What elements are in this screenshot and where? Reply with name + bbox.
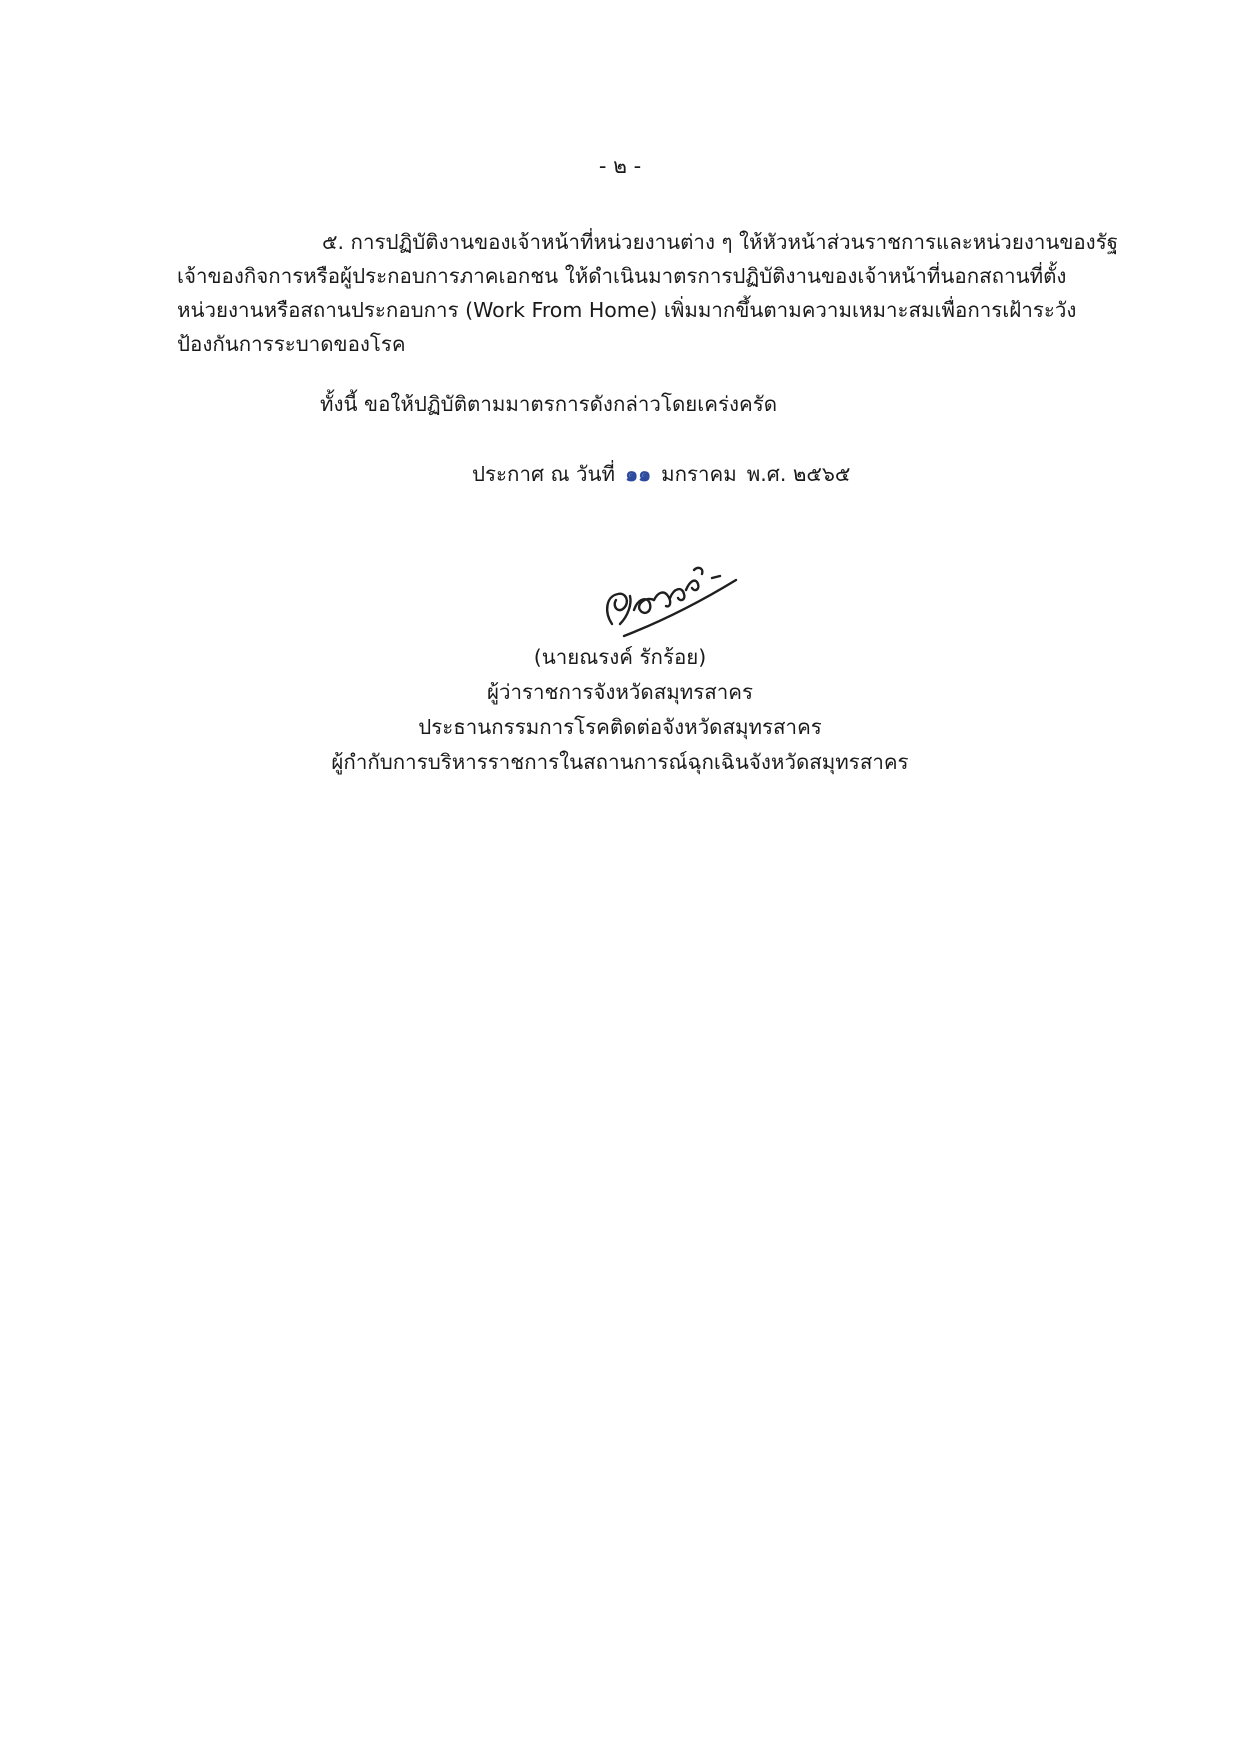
item5-line-3: หน่วยงานหรือสถานประกอบการ (Work From Home) เพิ่มมากขึ้นตามความเหมาะสมเพื่อการเฝ้าระวัง xyxy=(177,298,1077,322)
signatory-block xyxy=(0,640,1240,780)
signatory-position-1: ผู้ว่าราชการจังหวัดสมุทรสาคร xyxy=(486,680,754,704)
item5-line-1: ๕. การปฏิบัติงานของเจ้าหน้าที่หน่วยงานต่าง ๆ ให้หัวหน้าส่วนราชการและหน่วยงานของรัฐ xyxy=(322,230,1119,254)
item5-line-4: ป้องกันการระบาดของโรค xyxy=(177,332,406,356)
date-day: ๑๑ xyxy=(625,462,652,486)
item5-line-2: เจ้าของกิจการหรือผู้ประกอบการภาคเอกชน ให้ดำเนินมาตรการปฏิบัติงานของเจ้าหน้าที่นอกสถานที่ตั้ง xyxy=(177,264,1067,288)
date-year: พ.ศ. ๒๕๖๕ xyxy=(746,462,851,486)
signatory-position-2: ประธานกรรมการโรคติดต่อจังหวัดสมุทรสาคร xyxy=(418,715,822,739)
announcement-date xyxy=(472,458,850,491)
page-number: - ๒ - xyxy=(598,154,642,178)
date-month: มกราคม xyxy=(661,462,737,486)
signatory-position-3: ผู้กำกับการบริหารราชการในสถานการณ์ฉุกเฉินจังหวัดสมุทรสาคร xyxy=(331,750,909,774)
signatory-name: (นายณรงค์ รักร้อย) xyxy=(533,645,707,669)
closing-statement: ทั้งนี้ ขอให้ปฏิบัติตามมาตรการดังกล่าวโดยเคร่งครัด xyxy=(320,392,778,416)
handwritten-signature xyxy=(590,540,750,640)
date-prefix: ประกาศ ณ วันที่ xyxy=(472,462,616,486)
